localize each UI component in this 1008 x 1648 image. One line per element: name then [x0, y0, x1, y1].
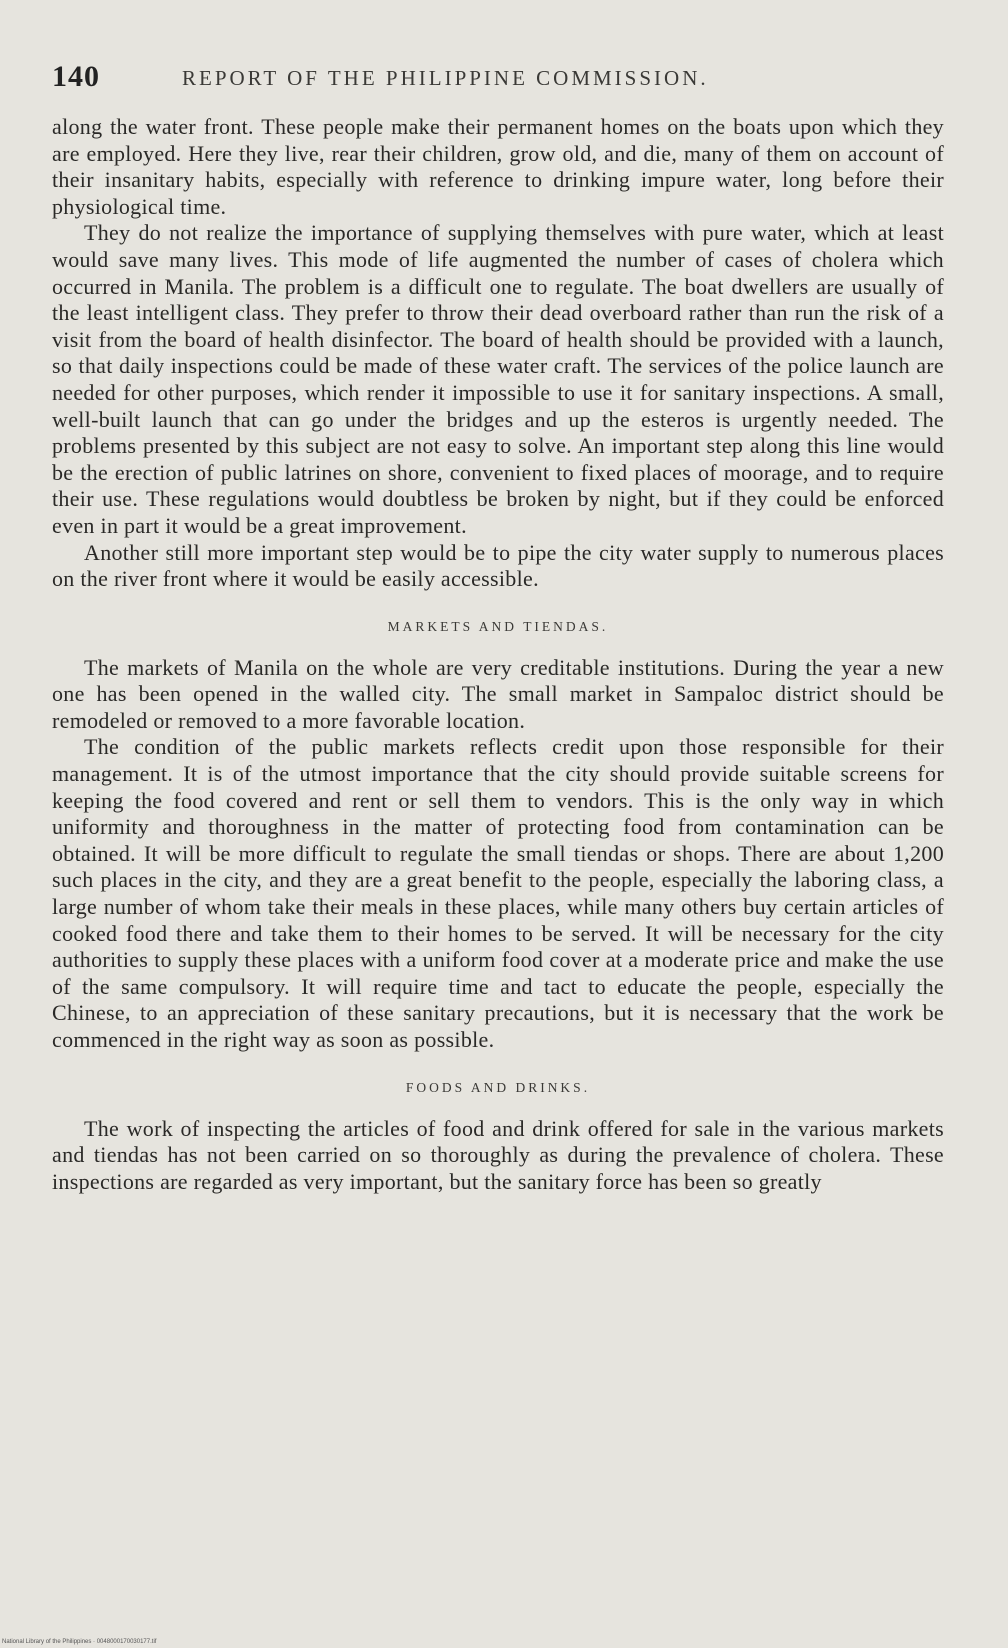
page-content [52, 60, 944, 1195]
section-heading-foods: FOODS AND DRINKS. [405, 1079, 591, 1095]
section-heading-markets: MARKETS AND TIENDAS. [387, 618, 609, 634]
paragraph-pure-water: They do not realize the importance of supplying themselves with pure water, which at least would save many lives. This mode of life augmented the number of cases of cholera which occurred in Manila. The problem is a difficult one to regulate. The boat dwellers are usually of the least intelligent class. They prefer to throw their dead overboard rather than run the risk of a visit from the board of health disinfector. The board of health should be provided with a launch, so that daily inspections could be made of these water craft. The services of the police launch are needed for other purposes, which render it impossible to use it for sanitary inspections. A small, well-built launch that can go under the bridges and up the esteros is urgently needed. The problems presented by this subject are not easy to solve. An important step along this line would be the erection of public latrines on shore, convenient to fixed places of moorage, and to require their use. These regulations would doubtless be broken by night, but if they could be enforced even in part it would be a great improvement. [52, 220, 944, 538]
paragraph-public-markets-condition: The condition of the public markets reflects credit upon those responsible for their management. It is of the utmost importance that the city should provide suitable screens for keeping the food covered and rent or sell them to vendors. This is the only way in which uniformity and thoroughness in the matter of protecting food from contamination can be obtained. It will be more difficult to regulate the small tiendas or shops. There are about 1,200 such places in the city, and they are a great benefit to the people, especially the laboring class, a large number of whom take their meals in these places, while many others buy certain articles of cooked food there and take them to their homes to be served. It will be necessary for the city authorities to supply these places with a uniform food cover at a moderate price and make the use of the same compulsory. It will require time and tact to educate the people, especially the Chinese, to an appreciation of these sanitary precautions, but it is necessary that the work be commenced in the right way as soon as possible. [52, 734, 944, 1052]
paragraph-food-inspection: The work of inspecting the articles of food and drink offered for sale in the various markets and tiendas has not been carried on so thoroughly as during the prevalence of cholera. These inspections are regarded as very important, but the sanitary force has been so greatly [52, 1115, 944, 1194]
scan-footer-note: National Library of the Philippines · 0048000170030177.tif [2, 1639, 157, 1645]
page-number: 140 [52, 60, 100, 93]
paragraph-boat-dwellers: along the water front. These people make their permanent homes on the boats upon which they are employed. Here they live, rear their children, grow old, and die, many of them on account of their insanitary habits, especially with reference to drinking impure water, long before their physiological time. [52, 114, 944, 219]
running-header [52, 60, 944, 102]
running-title: REPORT OF THE PHILIPPINE COMMISSION. [182, 66, 709, 90]
paragraph-city-water-supply: Another still more important step would be to pipe the city water supply to numerous places on the river front where it would be easily accessible. [52, 539, 944, 592]
paragraph-markets-of-manila: The markets of Manila on the whole are very creditable institutions. During the year a new one has been opened in the walled city. The small market in Sampaloc district should be remodeled or removed to a more favorable location. [52, 654, 944, 733]
